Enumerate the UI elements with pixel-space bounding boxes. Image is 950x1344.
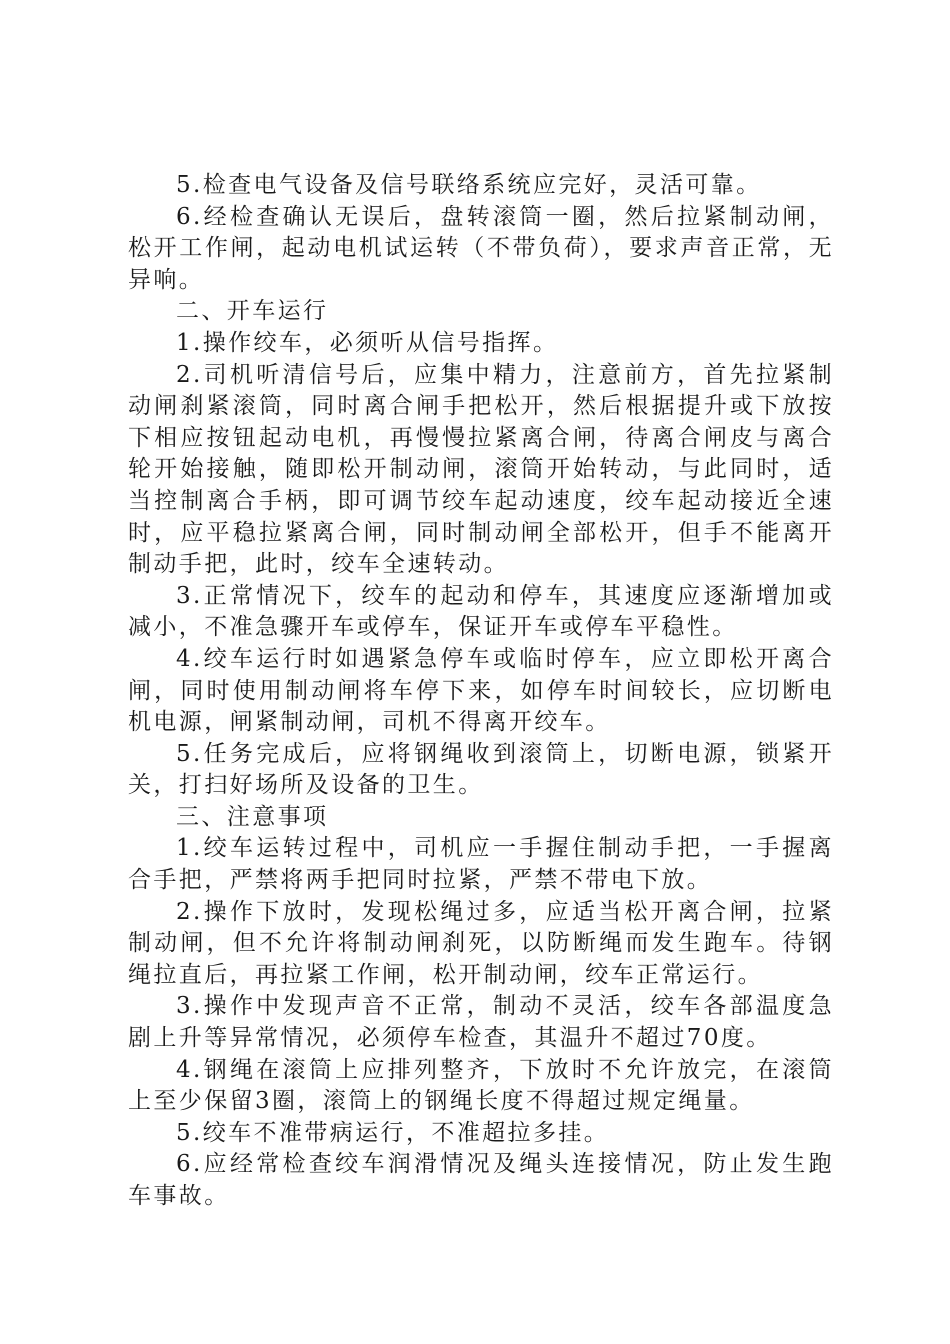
section-heading-operation: 二、开车运行 [176, 298, 329, 325]
paragraph-emergency-stop: 4.绞车运行时如遇紧急停车或临时停车，应立即松开离合闸，同时使用制动闸将车停下来，如停车时间较长，应切断电机电源，闸紧制动闸，司机不得离开绞车。 [128, 645, 834, 736]
paragraph-start-procedure: 2.司机听清信号后，应集中精力，注意前方，首先拉紧制动闸刹紧滚筒，同时离合闸手把松开，然后根据提升或下放按下相应按钮起动电机，再慢慢拉紧离合闸，待离合闸皮与离合轮开始接触，随即松开制动闸，滚筒开始转动，与此同时，适当控制离合手柄，即可调节绞车起动速度，绞车起动接近全速时，应平稳拉紧离合闸，同时制动闸全部松开，但手不能离开制动手把，此时，绞车全速转动。 [128, 361, 834, 578]
paragraph-no-overload: 5.绞车不准带病运行，不准超拉多挂。 [176, 1119, 610, 1146]
paragraph-slack-rope: 2.操作下放时，发现松绳过多，应适当松开离合闸，拉紧制动闸，但不允许将制动闸刹死，以防断绳而发生跑车。待钢绳拉直后，再拉紧工作闸，松开制动闸，绞车正常运行。 [128, 898, 834, 988]
paragraph-rope-arrangement: 4.钢绳在滚筒上应排列整齐，下放时不允许放完，在滚筒上至少保留3圈，滚筒上的钢绳长度不得超过规定绳量。 [128, 1056, 834, 1115]
paragraph-task-complete: 5.任务完成后，应将钢绳收到滚筒上，切断电源，锁紧开关，打扫好场所及设备的卫生。 [128, 740, 834, 799]
paragraph-speed-control: 3.正常情况下，绞车的起动和停车，其速度应逐渐增加或减小，不准急骤开车或停车，保证开车或停车平稳性。 [128, 582, 834, 641]
paragraph-check-electrical: 5.检查电气设备及信号联络系统应完好，灵活可靠。 [176, 172, 762, 198]
paragraph-hand-position: 1.绞车运转过程中，司机应一手握住制动手把，一手握离合手把，严禁将两手把同时拉紧，严禁不带电下放。 [128, 835, 834, 894]
document-body [128, 170, 834, 1213]
paragraph-abnormal-sound: 3.操作中发现声音不正常，制动不灵活，绞车各部温度急剧上升等异常情况，必须停车检查，其温升不超过70度。 [128, 993, 834, 1052]
section-heading-precautions: 三、注意事项 [176, 803, 329, 830]
paragraph-follow-signal: 1.操作绞车，必须听从信号指挥。 [176, 329, 559, 356]
paragraph-lubrication-check: 6.应经常检查绞车润滑情况及绳头连接情况，防止发生跑车事故。 [128, 1151, 834, 1209]
paragraph-trial-run: 6.经检查确认无误后，盘转滚筒一圈，然后拉紧制动闸，松开工作闸，起动电机试运转（不带负荷），要求声音正常，无异响。 [128, 203, 834, 293]
